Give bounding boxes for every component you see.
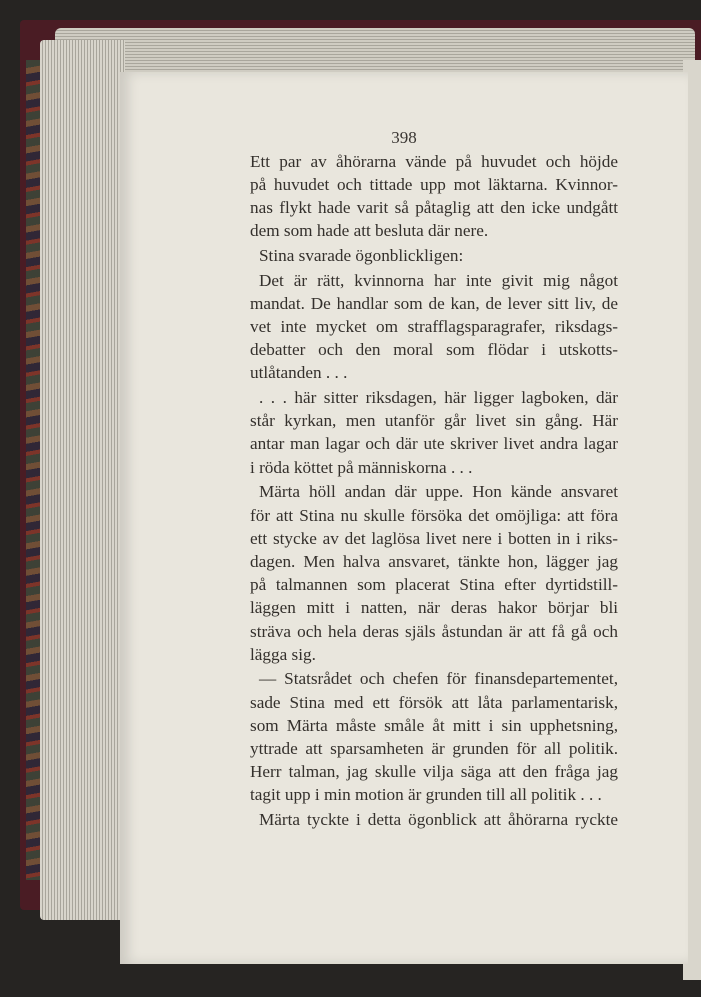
text-line: för att Stina nu skulle försöka det omöjliga: att föra	[250, 505, 618, 525]
paragraph	[250, 244, 618, 267]
book-page	[120, 72, 688, 964]
text-line: nas flykt hade varit så påtaglig att den icke undgått	[250, 197, 618, 217]
page-number: 398	[391, 128, 417, 147]
text-line: i röda köttet på människorna . . .	[250, 457, 473, 477]
paragraph	[250, 808, 618, 831]
text-line: som Märta måste småle åt mitt i sin upphetsning,	[250, 715, 618, 735]
text-line: Ett par av åhörarna vände på huvudet och höjde	[250, 151, 618, 171]
text-line: Stina svarade ögonblickligen:	[259, 245, 464, 265]
text-line: på huvudet och tittade upp mot läktarna. Kvinnor-	[250, 174, 618, 194]
text-line: yttrade att sparsamheten är grunden för all politik.	[250, 739, 618, 759]
text-line: läggen mitt i natten, när deras hakor börjar bli	[250, 598, 618, 618]
text-line: dagen. Men halva ansvaret, tänkte hon, lägger jag	[250, 551, 618, 571]
text-line: mandat. De handlar som de kan, de lever sitt liv, de	[250, 293, 618, 313]
paragraph	[250, 480, 618, 666]
paragraph	[250, 386, 618, 479]
text-line: Märta höll andan där uppe. Hon kände ansvaret	[259, 482, 618, 502]
paragraph	[250, 150, 618, 243]
body-text	[250, 148, 618, 831]
text-line: ett stycke av det laglösa livet nere i botten in i riks-	[250, 528, 618, 548]
text-line: utlåtanden . . .	[250, 363, 348, 383]
page-edges-top	[55, 28, 695, 78]
text-line: Märta tyckte i detta ögonblick att åhörarna ryckte	[259, 810, 618, 830]
text-line: på talmannen som placerat Stina efter dyrtidstill-	[250, 575, 618, 595]
text-line: lägga sig.	[250, 644, 316, 664]
text-line: debatter och den moral som flödar i utskotts-	[250, 340, 618, 360]
text-line: står kyrkan, men utanför går livet sin gång. Här	[250, 411, 618, 431]
text-line: dem som hade att besluta där nere.	[250, 221, 489, 241]
text-line: — Statsrådet och chefen för finansdepartementet,	[259, 669, 618, 689]
text-line: tagit upp i min motion är grunden till all politik . . .	[250, 785, 602, 805]
text-line: Herr talman, jag skulle vilja säga att den fråga jag	[250, 762, 618, 782]
paragraph	[250, 269, 618, 385]
text-line: antar man lagar och där ute skriver livet andra lagar	[250, 434, 618, 454]
text-line: Det är rätt, kvinnorna har inte givit mig något	[259, 270, 618, 290]
page-edges-left	[40, 40, 125, 920]
text-line: sträva och hela deras själs åstundan är att få gå och	[250, 621, 618, 641]
text-line: . . . här sitter riksdagen, här ligger lagboken, där	[259, 388, 618, 408]
text-line: sade Stina med ett försök att låta parlamentarisk,	[250, 692, 618, 712]
text-line: vet inte mycket om strafflagsparagrafer, riksdags-	[250, 316, 618, 336]
paragraph	[250, 667, 618, 806]
